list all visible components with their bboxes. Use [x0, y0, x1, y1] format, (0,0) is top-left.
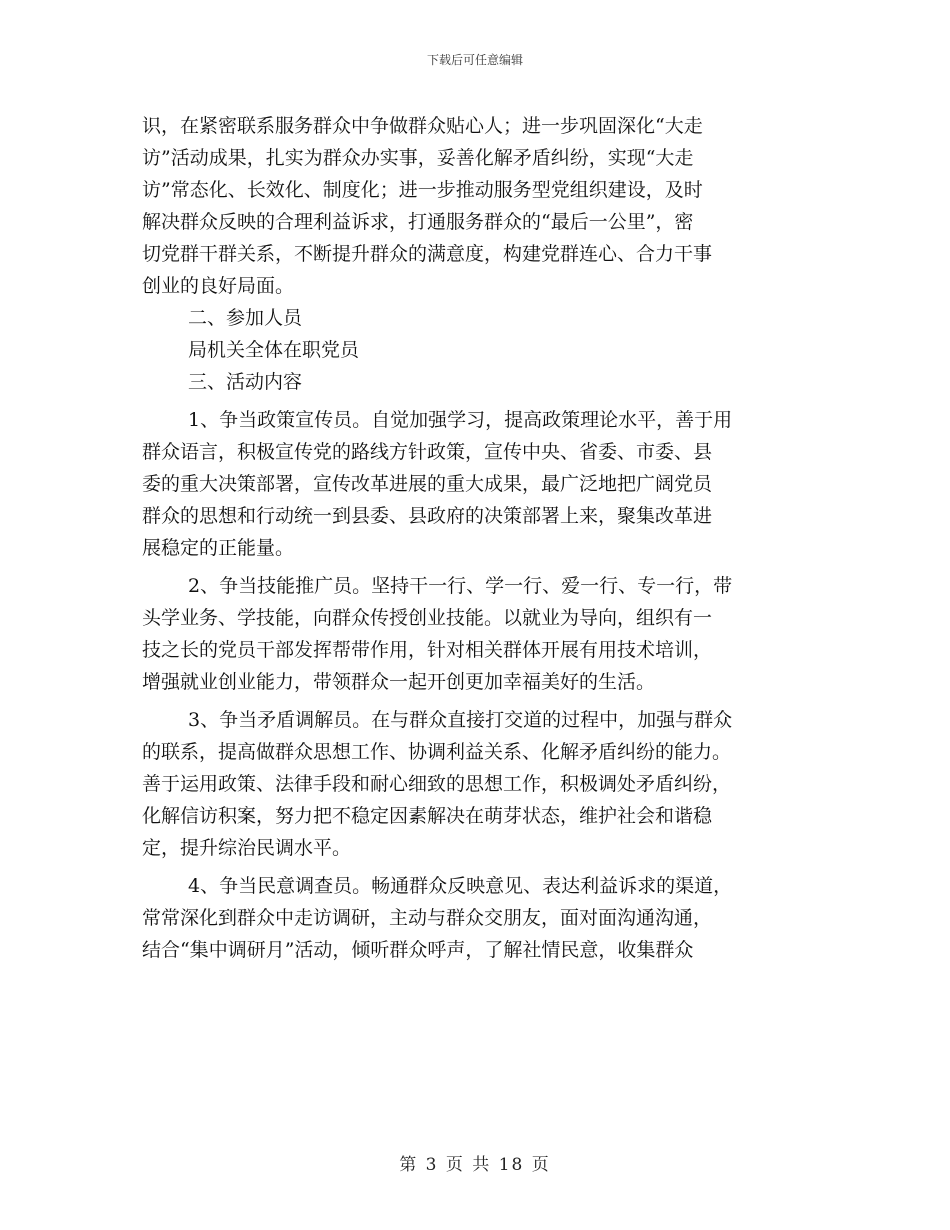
body-line: 群众语言，积极宣传党的路线方针政策，宣传中央、省委、市委、县	[142, 441, 713, 463]
item-opinion-surveyor: 4、争当民意调查员。畅通群众反映意见、表达利益诉求的渠道，	[188, 875, 733, 897]
body-line: 切党群干群关系，不断提升群众的满意度，构建党群连心、合力干事	[142, 243, 713, 265]
section-heading-participants: 二、参加人员	[188, 307, 303, 329]
body-line: 善于运用政策、法律手段和耐心细致的思想工作，积极调处矛盾纠纷，	[142, 773, 732, 795]
item-skill-promoter: 2、争当技能推广员。坚持干一行、学一行、爱一行、专一行，带	[188, 575, 733, 597]
body-line: 定，提升综治民调水平。	[142, 837, 352, 859]
section-heading-activities: 三、活动内容	[188, 371, 303, 393]
body-line: 技之长的党员干部发挥帮带作用，针对相关群体开展有用技术培训，	[142, 639, 713, 661]
participants-text: 局机关全体在职党员	[188, 339, 360, 361]
body-line: 识，在紧密联系服务群众中争做群众贴心人；进一步巩固深化“大走	[142, 115, 703, 137]
body-line: 访”常态化、长效化、制度化；进一步推动服务型党组织建设，及时	[142, 179, 703, 201]
body-line: 访”活动成果，扎实为群众办实事，妥善化解矛盾纠纷，实现“大走	[142, 147, 694, 169]
body-line: 结合“集中调研月”活动，倾听群众呼声，了解社情民意，收集群众	[142, 939, 694, 961]
body-line: 的联系，提高做群众思想工作、协调利益关系、化解矛盾纠纷的能力。	[142, 741, 732, 763]
body-line: 展稳定的正能量。	[142, 537, 295, 559]
body-line: 化解信访积案，努力把不稳定因素解决在萌芽状态，维护社会和谐稳	[142, 805, 713, 827]
body-line: 委的重大决策部署，宣传改革进展的重大成果，最广泛地把广阔党员	[142, 473, 713, 495]
body-line: 解决群众反映的合理利益诉求，打通服务群众的“最后一公里”，密	[142, 211, 694, 233]
item-conflict-mediator: 3、争当矛盾调解员。在与群众直接打交道的过程中，加强与群众	[188, 709, 733, 731]
item-policy-promoter: 1、争当政策宣传员。自觉加强学习，提高政策理论水平，善于用	[188, 409, 733, 431]
body-line: 创业的良好局面。	[142, 275, 295, 297]
body-line: 常常深化到群众中走访调研，主动与群众交朋友，面对面沟通沟通，	[142, 907, 713, 929]
document-body	[142, 110, 808, 966]
body-line: 增强就业创业能力，带领群众一起开创更加幸福美好的生活。	[142, 671, 656, 693]
page-number: 第 3 页 共 18 页	[399, 1155, 551, 1175]
body-line: 群众的思想和行动统一到县委、县政府的决策部署上来，聚集改革进	[142, 505, 713, 527]
page-header-note: 下载后可任意编辑	[426, 53, 523, 67]
body-line: 头学业务、学技能，向群众传授创业技能。以就业为导向，组织有一	[142, 607, 713, 629]
